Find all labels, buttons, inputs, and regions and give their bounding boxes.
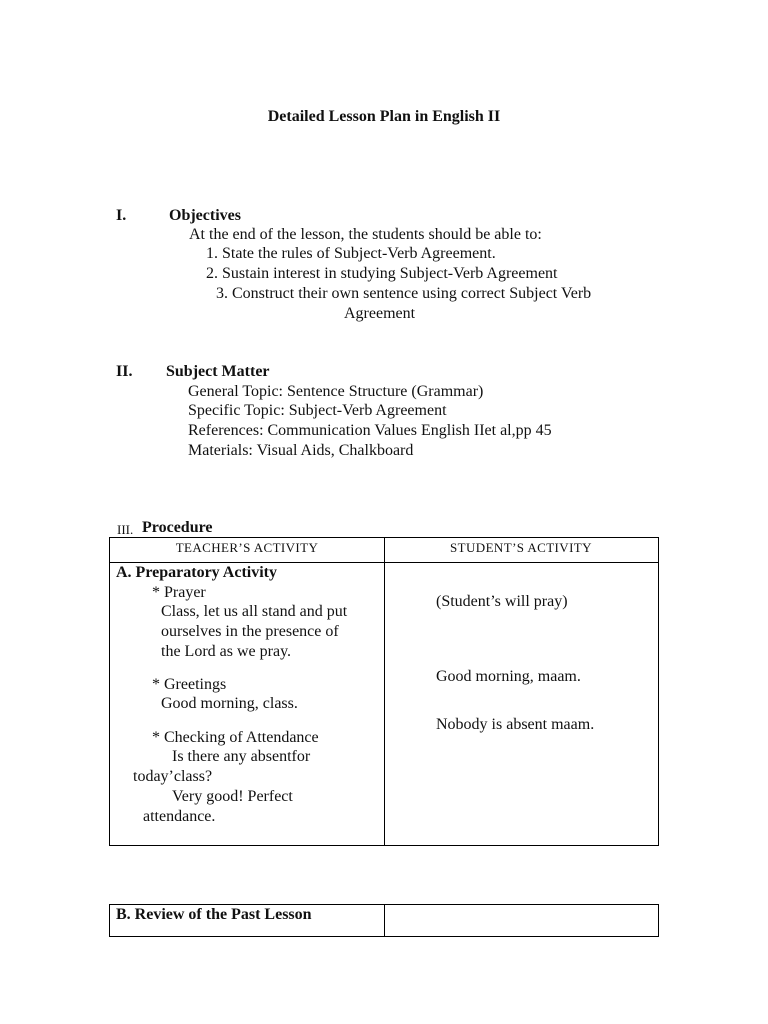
document-title: Detailed Lesson Plan in English II [267, 108, 501, 125]
teacher-line: Class, let us all stand and put [161, 603, 348, 620]
activity-title: A. Preparatory Activity [116, 564, 277, 581]
student-line: (Student’s will pray) [436, 593, 568, 610]
subject-matter-line: References: Communication Values English IIet al,pp 45 [188, 422, 552, 439]
subject-matter-line: Materials: Visual Aids, Chalkboard [188, 442, 414, 459]
teacher-line: ourselves in the presence of [161, 623, 339, 640]
teacher-activity-header: TEACHER’S ACTIVITY [175, 540, 319, 555]
objective-item: 2. Sustain interest in studying Subject-Verb Agreement [206, 265, 558, 282]
objective-item-continued: Agreement [344, 305, 416, 322]
subject-matter-line: Specific Topic: Subject-Verb Agreement [188, 402, 447, 419]
student-line: Good morning, maam. [436, 668, 581, 685]
review-activity-title: B. Review of the Past Lesson [116, 906, 312, 923]
teacher-line: Good morning, class. [161, 695, 298, 712]
teacher-line: * Greetings [152, 676, 227, 693]
objectives-intro: At the end of the lesson, the students should be able to: [189, 226, 542, 243]
student-activity-header: STUDENT’S ACTIVITY [450, 540, 592, 555]
section-1-heading: Objectives [169, 207, 241, 224]
section-2-numeral: II. [116, 363, 133, 380]
teacher-line: Very good! Perfect [172, 788, 293, 805]
teacher-line: Is there any absentfor [172, 748, 311, 765]
table-column-divider [384, 538, 385, 845]
table-column-divider [384, 905, 385, 936]
section-1-numeral: I. [116, 207, 127, 224]
teacher-line: attendance. [143, 808, 216, 825]
section-3-numeral: III. [117, 522, 134, 537]
teacher-line: * Checking of Attendance [152, 729, 319, 746]
student-line: Nobody is absent maam. [436, 716, 595, 733]
table-header-divider [110, 562, 658, 563]
objective-item: 3. Construct their own sentence using correct Subject Verb [216, 285, 592, 302]
teacher-line: today’class? [133, 768, 213, 785]
subject-matter-line: General Topic: Sentence Structure (Grammar) [188, 383, 484, 400]
teacher-line: * Prayer [152, 584, 206, 601]
section-2-heading: Subject Matter [166, 363, 270, 380]
teacher-line: the Lord as we pray. [161, 643, 292, 660]
objective-item: 1. State the rules of Subject-Verb Agreement. [206, 245, 496, 262]
section-3-heading: Procedure [142, 519, 213, 536]
